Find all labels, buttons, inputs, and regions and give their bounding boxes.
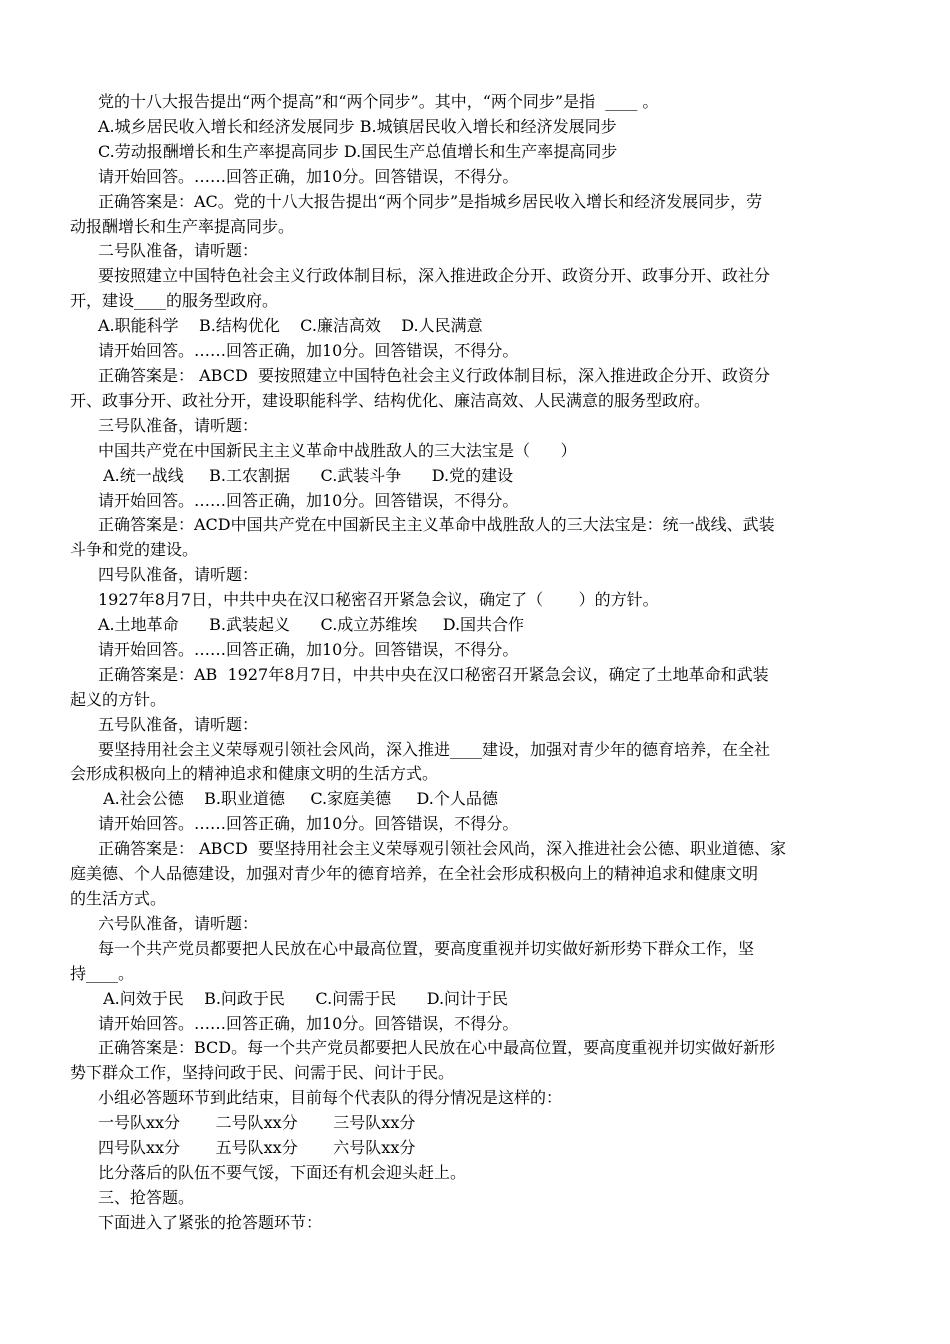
text-line: A.土地革命 B.武装起义 C.成立苏维埃 D.国共合作 bbox=[98, 615, 525, 635]
text-line: 二号队准备，请听题： bbox=[98, 241, 259, 261]
text-line: 请开始回答。……回答正确，加10分。回答错误，不得分。 bbox=[98, 490, 519, 510]
text-line: 请开始回答。……回答正确，加10分。回答错误，不得分。 bbox=[98, 1013, 519, 1033]
text-line: 持____。 bbox=[70, 963, 135, 983]
text-line: 三、抢答题。 bbox=[98, 1187, 195, 1207]
text-line: 要坚持用社会主义荣辱观引领社会风尚，深入推进____建设，加强对青少年的德育培养，在全社 bbox=[98, 739, 771, 759]
text-line: 五号队准备，请听题： bbox=[98, 714, 259, 734]
text-line: 会形成积极向上的精神追求和健康文明的生活方式。 bbox=[70, 764, 439, 784]
text-line: 正确答案是： ABCD 要按照建立中国特色社会主义行政体制目标，深入推进政企分开、政资分 bbox=[98, 365, 770, 385]
text-line: A.城乡居民收入增长和经济发展同步 B.城镇居民收入增长和经济发展同步 bbox=[98, 116, 617, 136]
text-line: 正确答案是： ABCD 要坚持用社会主义荣辱观引领社会风尚，深入推进社会公德、职业道德、家 bbox=[98, 839, 786, 859]
text-line: 下面进入了紧张的抢答题环节： bbox=[98, 1212, 323, 1232]
text-line: 正确答案是：AB 1927年8月7日，中共中央在汉口秘密召开紧急会议，确定了土地革命和武装 bbox=[98, 664, 769, 684]
text-line: 斗争和党的建设。 bbox=[70, 540, 199, 560]
text-line: 小组必答题环节到此结束，目前每个代表队的得分情况是这样的： bbox=[98, 1088, 563, 1108]
text-line: 正确答案是：ACD中国共产党在中国新民主主义革命中战胜敌人的三大法宝是：统一战线、武装 bbox=[98, 515, 775, 535]
text-line: 四号队xx分 五号队xx分 六号队xx分 bbox=[98, 1138, 416, 1158]
text-line: 每一个共产党员都要把人民放在心中最高位置，要高度重视并切实做好新形势下群众工作，坚 bbox=[98, 938, 755, 958]
text-line: 开、政事分开、政社分开，建设职能科学、结构优化、廉洁高效、人民满意的服务型政府。 bbox=[70, 390, 711, 410]
text-line: 动报酬增长和生产率提高同步。 bbox=[70, 216, 295, 236]
text-line: 一号队xx分 二号队xx分 三号队xx分 bbox=[98, 1113, 416, 1133]
text-line: 开，建设____的服务型政府。 bbox=[70, 291, 279, 311]
text-line: 势下群众工作，坚持问政于民、问需于民、问计于民。 bbox=[70, 1063, 455, 1083]
text-line: 三号队准备，请听题： bbox=[98, 415, 259, 435]
text-line: 的生活方式。 bbox=[70, 889, 167, 908]
text-line: 正确答案是：BCD。每一个共产党员都要把人民放在心中最高位置，要高度重视并切实做好新形 bbox=[98, 1038, 776, 1058]
text-line: A.社会公德 B.职业道德 C.家庭美德 D.个人品德 bbox=[98, 789, 498, 809]
text-line: 请开始回答。……回答正确，加10分。回答错误，不得分。 bbox=[98, 341, 519, 361]
text-line: C.劳动报酬增长和生产率提高同步 D.国民生产总值增长和生产率提高同步 bbox=[98, 141, 618, 161]
text-line: 庭美德、个人品德建设，加强对青少年的德育培养，在全社会形成积极向上的精神追求和健康文明 bbox=[70, 864, 759, 884]
text-line: 正确答案是：AC。党的十八大报告提出“两个同步”是指城乡居民收入增长和经济发展同步，劳 bbox=[98, 191, 763, 211]
text-line: 比分落后的队伍不要气馁，下面还有机会迎头赶上。 bbox=[98, 1162, 467, 1182]
text-line: A.问效于民 B.问政于民 C.问需于民 D.问计于民 bbox=[98, 988, 509, 1008]
text-line: 中国共产党在中国新民主主义革命中战胜敌人的三大法宝是（ ） bbox=[98, 440, 577, 460]
text-line: 请开始回答。……回答正确，加10分。回答错误，不得分。 bbox=[98, 639, 519, 659]
text-line: 1927年8月7日，中共中央在汉口秘密召开紧急会议，确定了（ ）的方针。 bbox=[98, 590, 659, 610]
text-line: 请开始回答。……回答正确，加10分。回答错误，不得分。 bbox=[98, 166, 519, 186]
text-line: 四号队准备，请听题： bbox=[98, 565, 259, 585]
text-line: 起义的方针。 bbox=[70, 689, 167, 709]
document-page bbox=[70, 90, 882, 1236]
text-line: 要按照建立中国特色社会主义行政体制目标，深入推进政企分开、政资分开、政事分开、政社分 bbox=[98, 266, 771, 286]
text-line: 请开始回答。……回答正确，加10分。回答错误，不得分。 bbox=[98, 814, 519, 834]
text-line: 六号队准备，请听题： bbox=[98, 913, 259, 933]
text-line: A.职能科学 B.结构优化 C.廉洁高效 D.人民满意 bbox=[98, 316, 483, 336]
text-line: A.统一战线 B.工农割据 C.武装斗争 D.党的建设 bbox=[98, 465, 514, 485]
text-line: 党的十八大报告提出“两个提高”和“两个同步”。其中，“两个同步”是指 ____ 。 bbox=[98, 92, 659, 111]
